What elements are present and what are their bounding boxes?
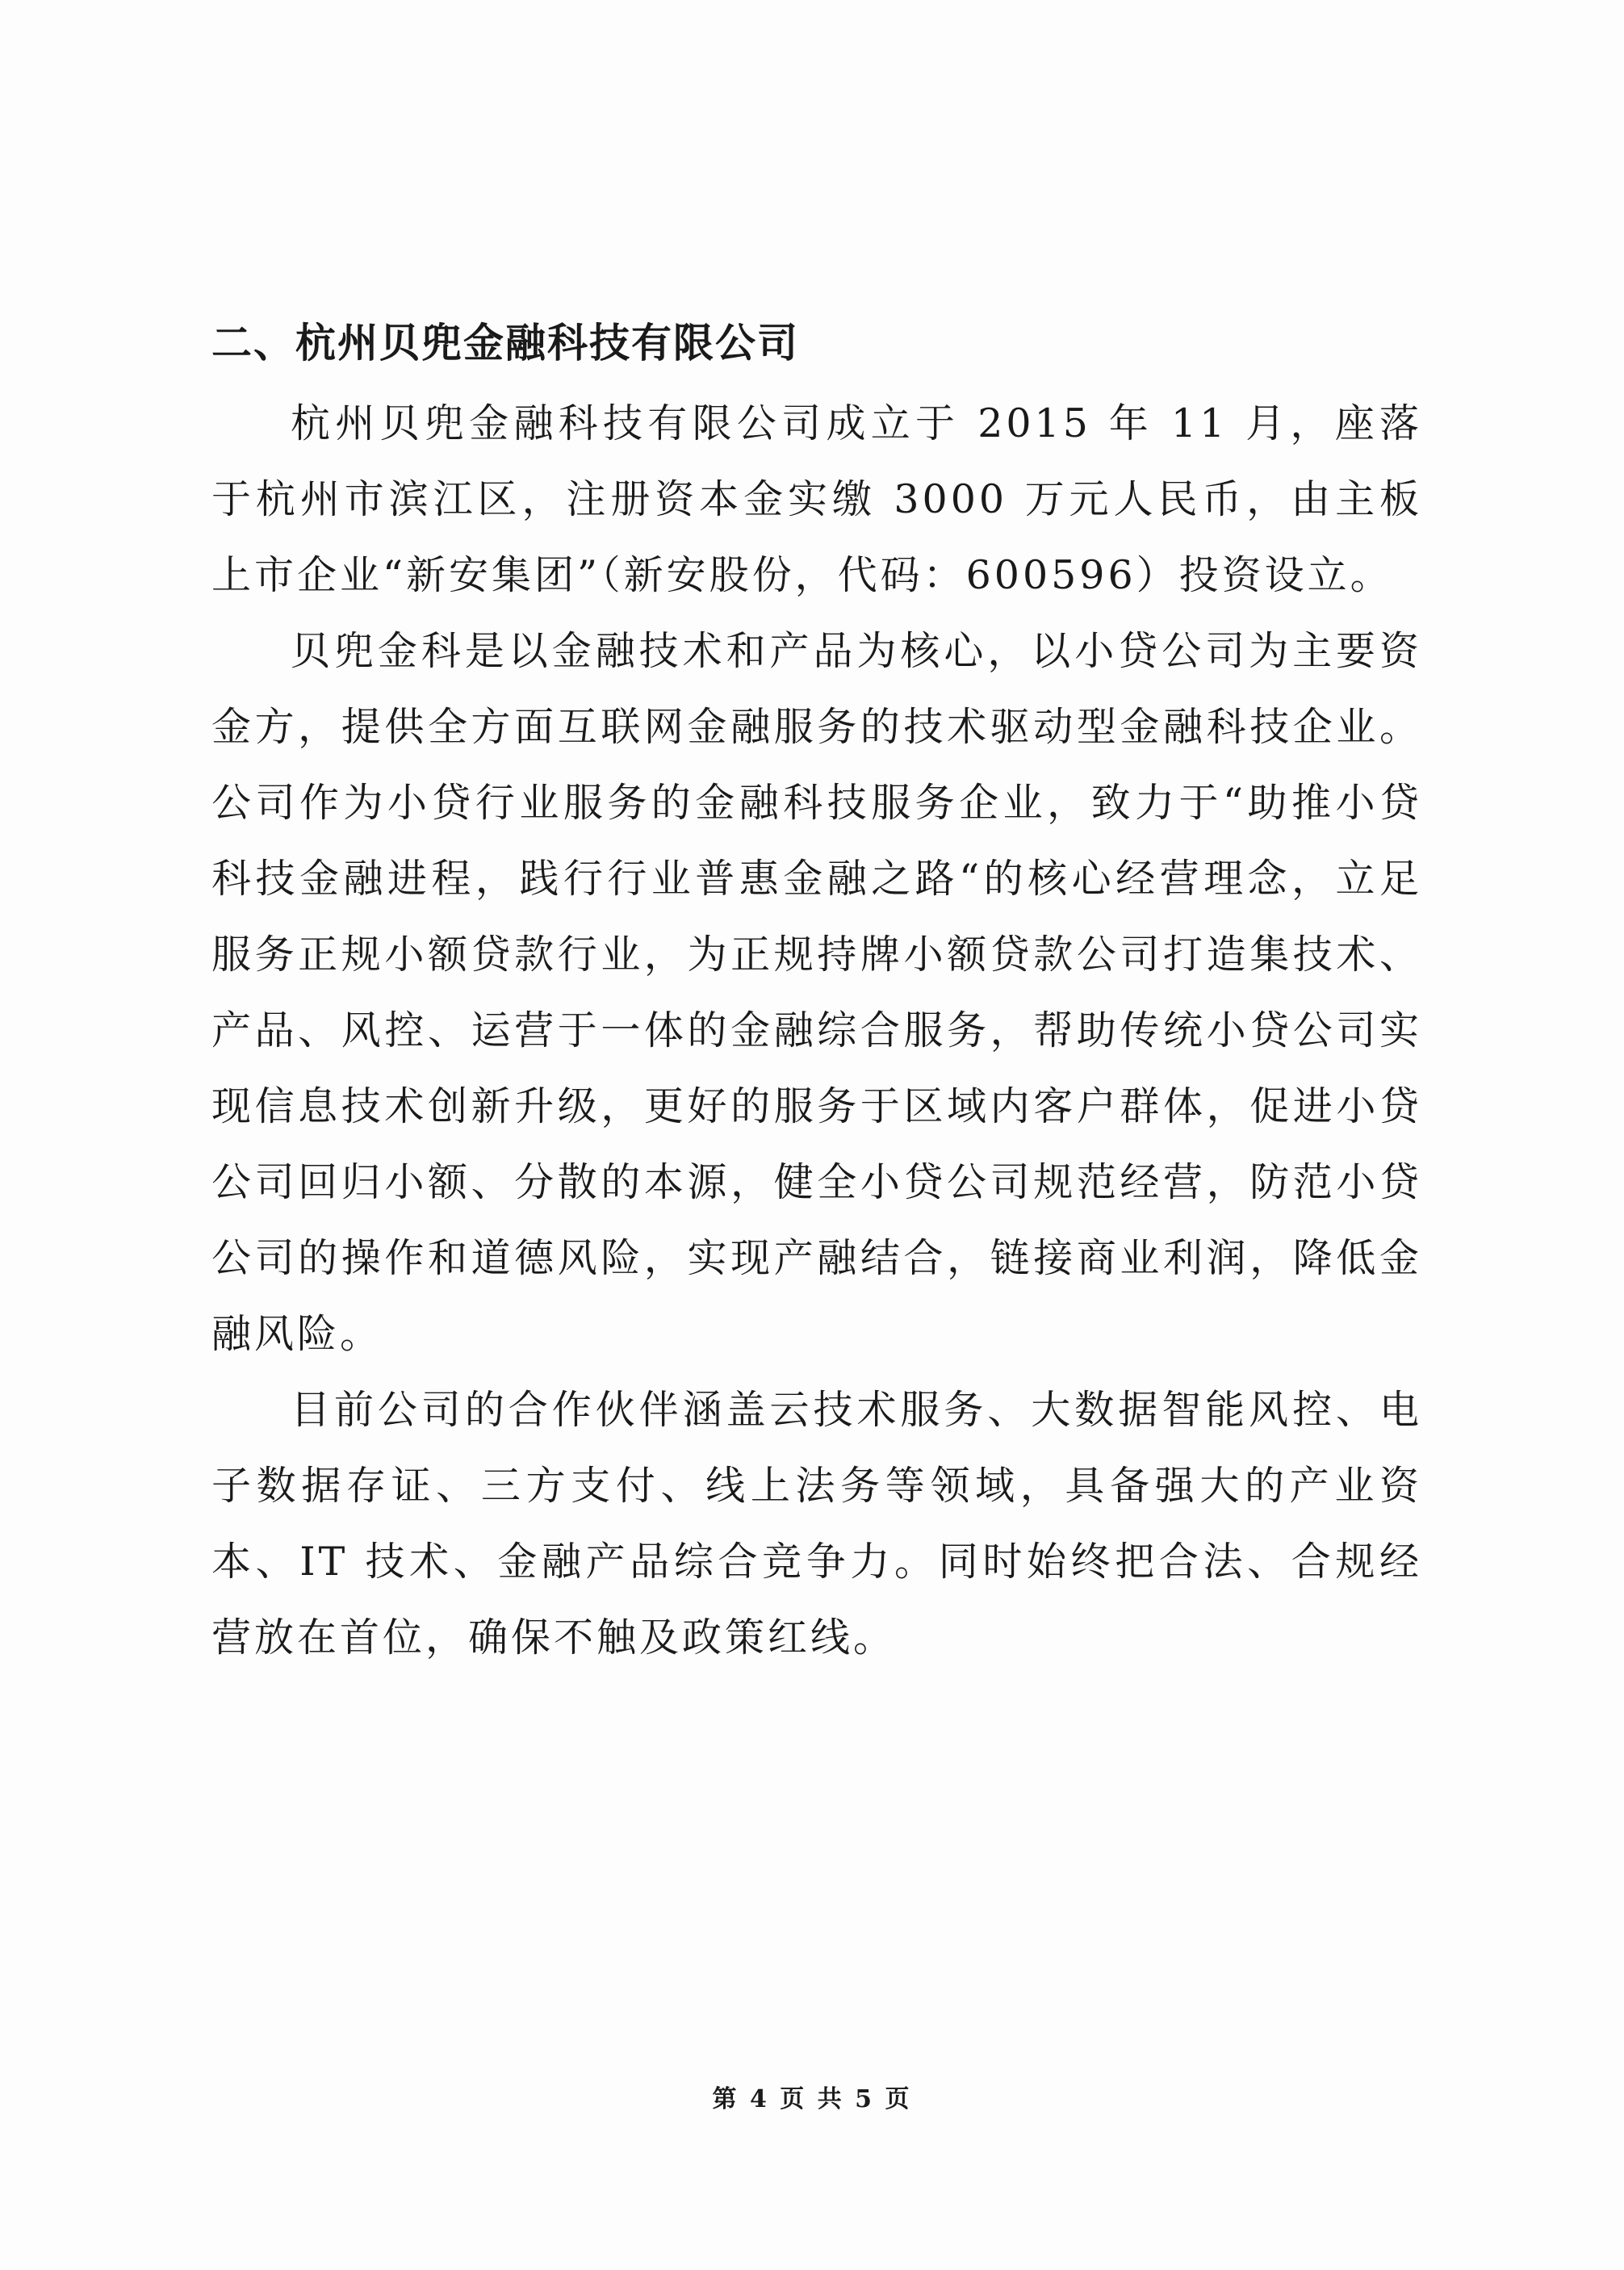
paragraph-company-intro: 杭州贝兜金融科技有限公司成立于 2015 年 11 月，座落于杭州市滨江区，注册资本金实缴 3000 万元人民币，由主板上市企业“新安集团”（新安股份，代码：600596）投资设立。 bbox=[211, 400, 1422, 598]
page-number-footer: 第 4 页 共 5 页 bbox=[712, 2085, 912, 2113]
section-heading: 二、杭州贝兜金融科技有限公司 bbox=[211, 320, 799, 366]
body-text bbox=[211, 386, 1422, 1676]
paragraph-business-description: 贝兜金科是以金融技术和产品为核心，以小贷公司为主要资金方，提供全方面互联网金融服务的技术驱动型金融科技企业。公司作为小贷行业服务的金融科技服务企业，致力于“助推小贷科技金融进程，践行行业普惠金融之路“的核心经营理念，立足服务正规小额贷款行业，为正规持牌小额贷款公司打造集技术、产品、风控、运营于一体的金融综合服务，帮助传统小贷公司实现信息技术创新升级，更好的服务于区域内客户群体，促进小贷公司回归小额、分散的本源，健全小贷公司规范经营，防范小贷公司的操作和道德风险，实现产融结合，链接商业利润，降低金融风险。 bbox=[211, 628, 1422, 1357]
paragraph-partners: 目前公司的合作伙伴涵盖云技术服务、大数据智能风控、电子数据存证、三方支付、线上法务等领域，具备强大的产业资本、IT 技术、金融产品综合竞争力。同时始终把合法、合规经营放在首位，确保不触及政策红线。 bbox=[211, 1387, 1422, 1661]
